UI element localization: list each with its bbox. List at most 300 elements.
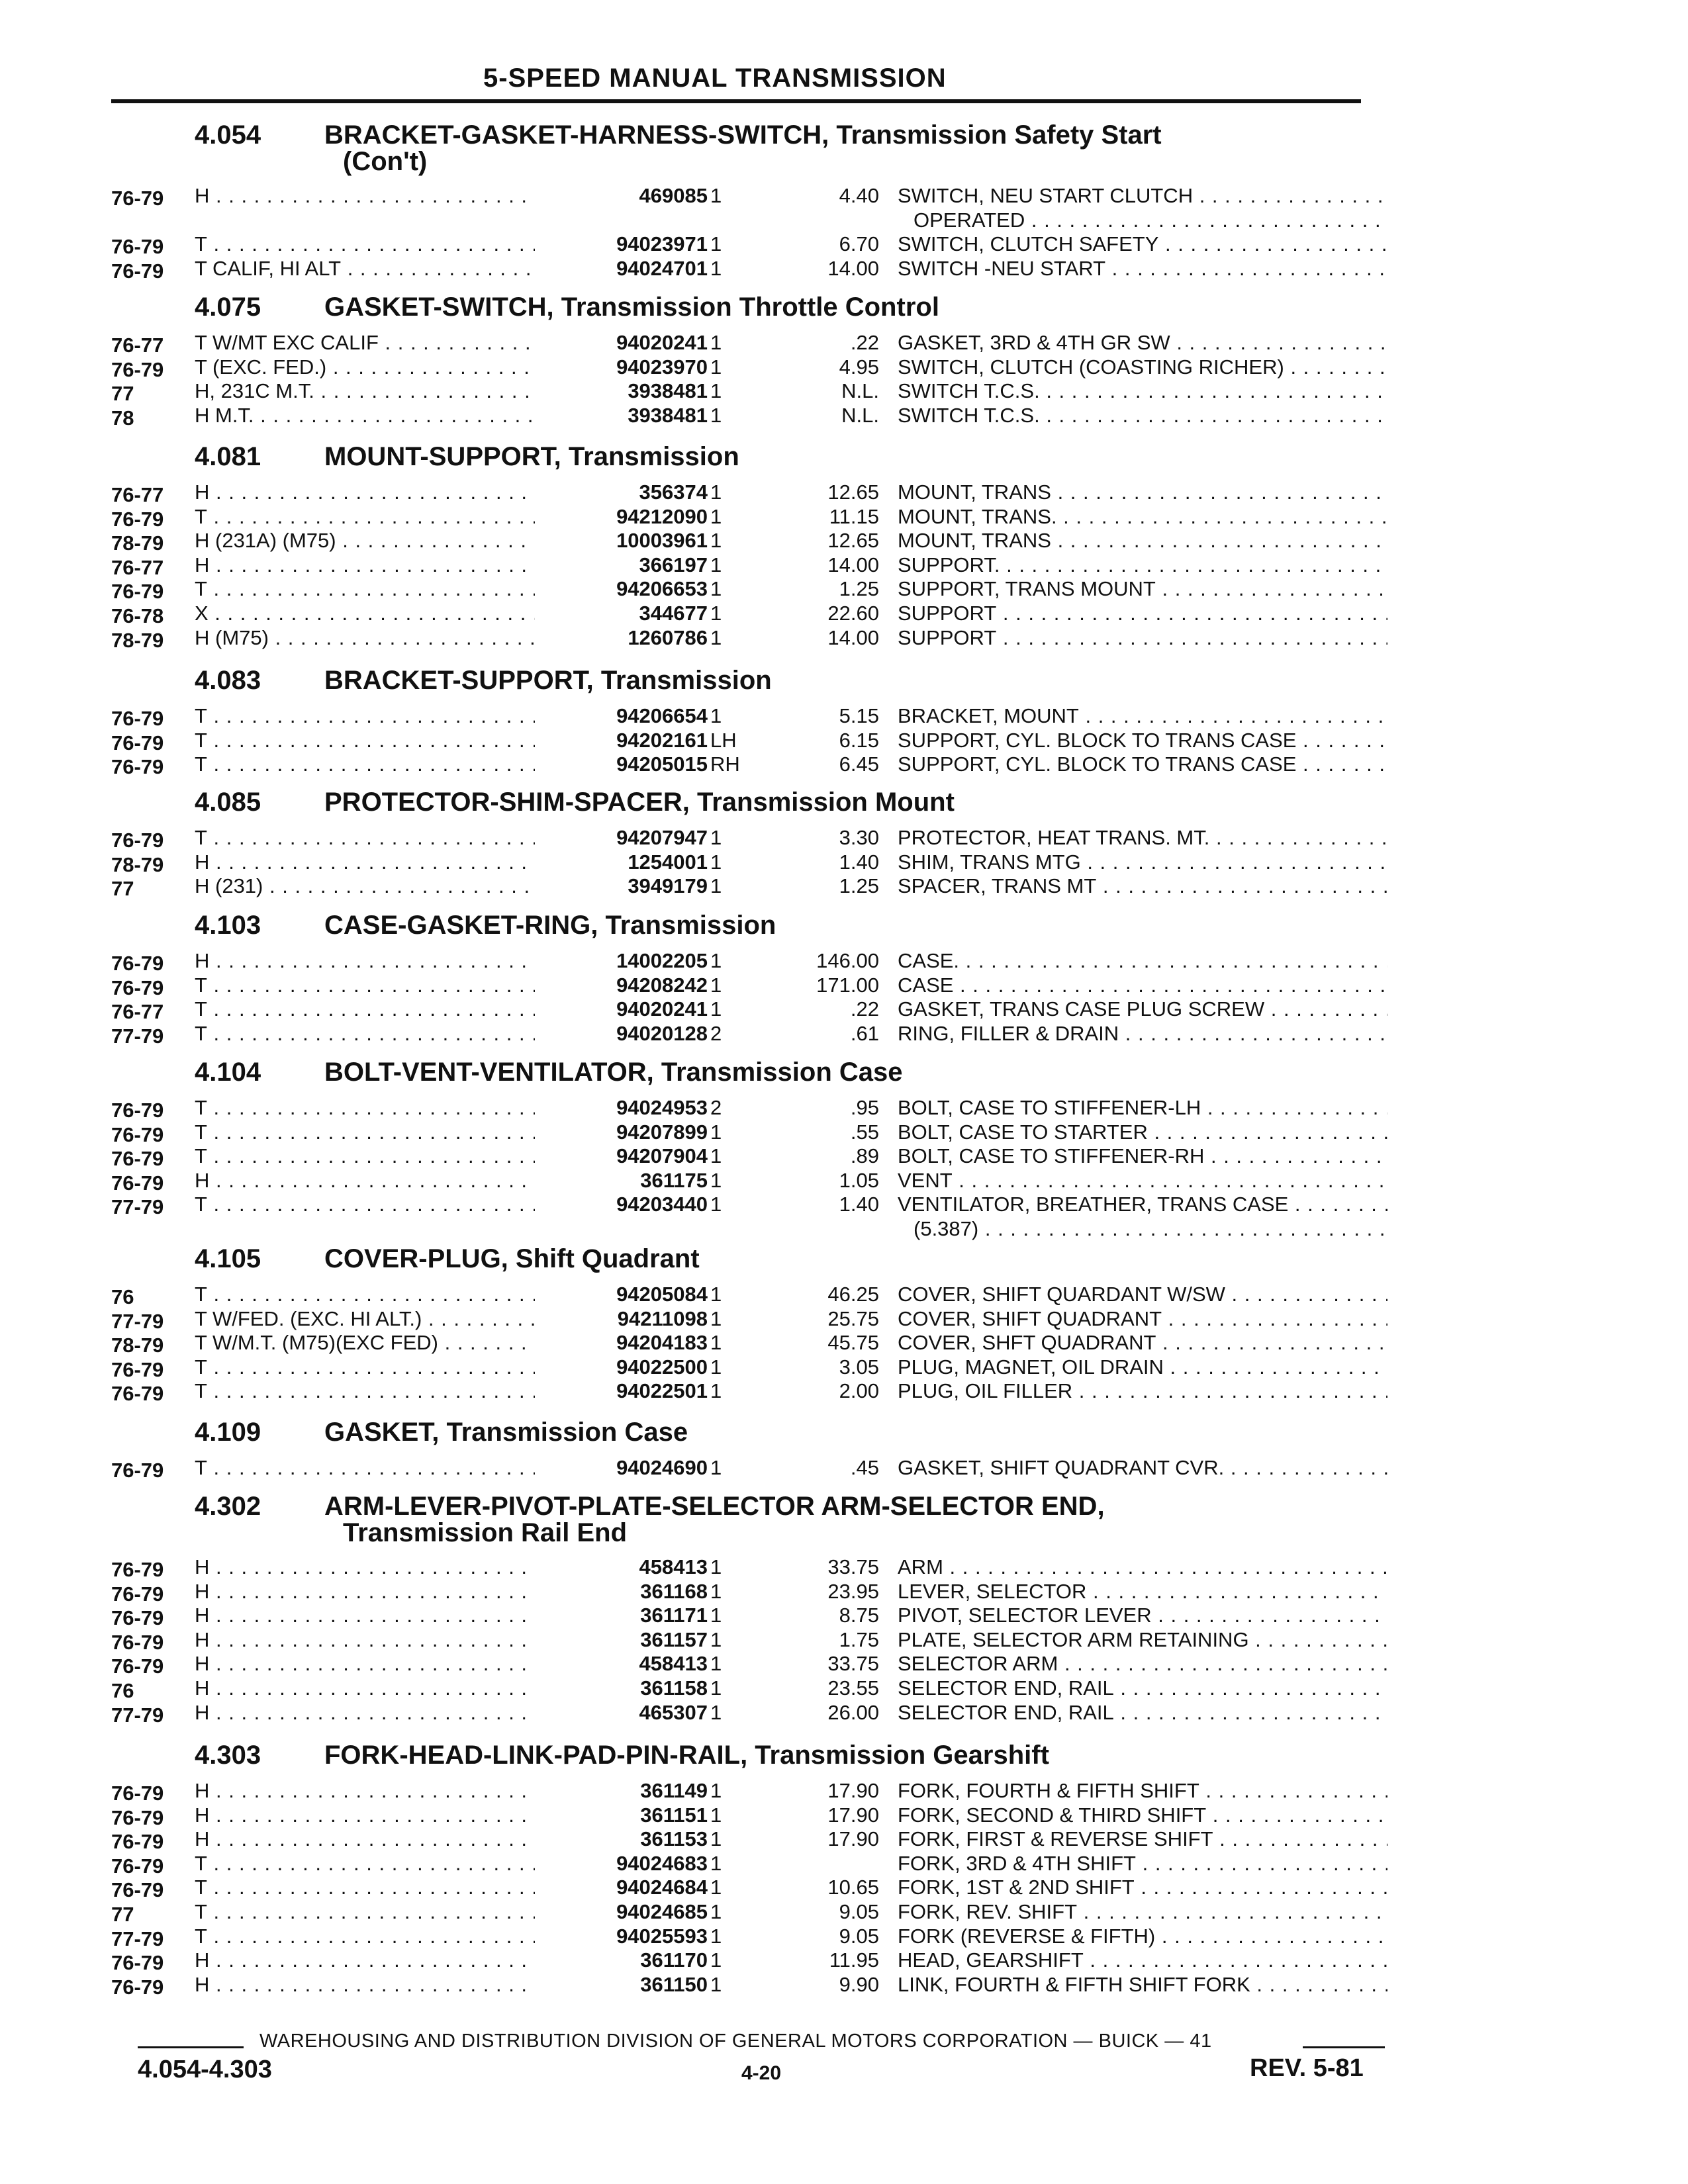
quantity: 2: [710, 1021, 722, 1045]
quantity: RH: [710, 752, 740, 776]
part-number: 361158: [535, 1676, 708, 1700]
catalog-section: [111, 911, 1382, 1046]
price: 3.30: [839, 826, 879, 849]
quantity: 1: [710, 480, 722, 504]
part-row: [111, 1652, 1382, 1676]
part-description: FORK, 1ST & 2ND SHIFT . . .: [898, 1876, 1387, 1899]
part-row: [111, 184, 1382, 208]
price: N.L.: [841, 403, 879, 427]
part-row-continuation: [111, 1217, 1382, 1242]
part-description: MOUNT, TRANS . . .: [898, 529, 1387, 553]
quantity: 1: [710, 1579, 722, 1603]
part-number: 94206654: [535, 704, 708, 728]
part-description: BOLT, CASE TO STIFFENER-RH . . .: [898, 1144, 1387, 1168]
year-range: 76-79: [111, 976, 164, 999]
part-number: 14002205: [535, 949, 708, 973]
parts-list: [111, 480, 1382, 650]
application: T . . .: [195, 826, 651, 850]
quantity: 1: [710, 1168, 722, 1192]
part-row: [111, 1379, 1382, 1404]
parts-list: [111, 1555, 1382, 1725]
quantity: 1: [710, 850, 722, 874]
application: T . . .: [195, 1193, 651, 1216]
part-number: 94204183: [535, 1331, 708, 1355]
part-row: [111, 577, 1382, 602]
year-range: 76: [111, 1678, 134, 1702]
part-number: 94207899: [535, 1120, 708, 1144]
quantity: 1: [710, 184, 722, 207]
quantity: 1: [710, 601, 722, 625]
price: 9.05: [839, 1899, 879, 1923]
part-row: [111, 729, 1382, 753]
part-description: FORK, FIRST & REVERSE SHIFT . . .: [898, 1827, 1387, 1851]
part-description: CASE . . .: [898, 974, 1387, 997]
part-description: GASKET, SHIFT QUADRANT CVR. . . .: [898, 1456, 1387, 1480]
part-number: 94024701: [535, 257, 708, 281]
part-description: SWITCH, CLUTCH SAFETY . . .: [898, 232, 1387, 256]
part-number: 361168: [535, 1580, 708, 1604]
price: 171.00: [816, 973, 879, 997]
price: N.L.: [841, 379, 879, 403]
part-description: SWITCH, CLUTCH (COASTING RICHER) . . .: [898, 355, 1387, 379]
quantity: 1: [710, 1827, 722, 1851]
part-number: 94023970: [535, 355, 708, 379]
year-range: 77: [111, 877, 134, 901]
section-header: [111, 911, 1382, 941]
application: T . . .: [195, 974, 651, 997]
price: 6.70: [839, 232, 879, 256]
year-range: 76-79: [111, 1147, 164, 1171]
part-row: [111, 1283, 1382, 1307]
application: H (231) . . .: [195, 874, 651, 898]
part-description: PLUG, OIL FILLER . . .: [898, 1379, 1387, 1403]
application: X . . .: [195, 602, 651, 625]
part-description: SHIM, TRANS MTG . . .: [898, 850, 1387, 874]
part-number: 94205084: [535, 1283, 708, 1306]
quantity: 1: [710, 1700, 722, 1724]
year-range: 76-79: [111, 1951, 164, 1975]
year-range: 76-79: [111, 187, 164, 210]
quantity: 1: [710, 973, 722, 997]
section-title: BOLT-VENT-VENTILATOR, Transmission Case: [324, 1058, 903, 1087]
part-row: [111, 1096, 1382, 1120]
year-range: 78-79: [111, 852, 164, 876]
price: 10.65: [827, 1876, 879, 1899]
year-range: 76-79: [111, 707, 164, 730]
year-range: 76-79: [111, 952, 164, 975]
price: 33.75: [827, 1652, 879, 1676]
section-title: COVER-PLUG, Shift Quadrant: [324, 1244, 700, 1273]
quantity: 1: [710, 1652, 722, 1676]
part-row: [111, 1331, 1382, 1355]
price: 17.90: [827, 1779, 879, 1802]
quantity: 1: [710, 874, 722, 898]
application: H . . .: [195, 1779, 651, 1803]
part-number: 94020241: [535, 997, 708, 1021]
price: 45.75: [827, 1331, 879, 1355]
part-description: SWITCH T.C.S. . . .: [898, 379, 1387, 403]
part-number: 1260786: [535, 626, 708, 650]
part-number: 94206653: [535, 577, 708, 601]
price: .89: [850, 1144, 879, 1168]
price: 14.00: [827, 553, 879, 576]
price: 33.75: [827, 1555, 879, 1578]
part-description: MOUNT, TRANS . . .: [898, 480, 1387, 504]
price: 23.55: [827, 1676, 879, 1700]
part-description: SWITCH -NEU START . . .: [898, 257, 1387, 281]
price: .55: [850, 1120, 879, 1144]
application: T . . .: [195, 1876, 651, 1899]
part-row: [111, 1803, 1382, 1828]
price: 17.90: [827, 1827, 879, 1851]
price: 46.25: [827, 1283, 879, 1306]
application: H . . .: [195, 1973, 651, 1997]
part-number: 94207904: [535, 1144, 708, 1168]
price: 1.40: [839, 850, 879, 874]
price: 12.65: [827, 480, 879, 504]
application: T . . .: [195, 577, 651, 601]
application: H . . .: [195, 1652, 651, 1676]
year-range: 77-79: [111, 1195, 164, 1219]
part-row: [111, 602, 1382, 626]
price: 2.00: [839, 1379, 879, 1403]
part-number: 1254001: [535, 850, 708, 874]
application: T W/M.T. (M75)(EXC FED) . . .: [195, 1331, 651, 1355]
quantity: 1: [710, 1803, 722, 1827]
section-number: 4.085: [195, 788, 261, 817]
quantity: 1: [710, 553, 722, 576]
application: T . . .: [195, 1283, 651, 1306]
quantity: 1: [710, 1779, 722, 1802]
part-row: [111, 1555, 1382, 1580]
part-description: FORK (REVERSE & FIFTH) . . .: [898, 1925, 1387, 1948]
quantity: 1: [710, 1193, 722, 1216]
application: T . . .: [195, 1096, 651, 1120]
part-number: 366197: [535, 553, 708, 577]
part-number: 361171: [535, 1604, 708, 1627]
price: 1.25: [839, 577, 879, 601]
year-range: 76-77: [111, 1000, 164, 1024]
year-range: 76: [111, 1285, 134, 1308]
application: H . . .: [195, 1628, 651, 1652]
year-range: 76-79: [111, 1655, 164, 1678]
parts-list: [111, 184, 1382, 281]
year-range: 77-79: [111, 1309, 164, 1333]
part-description: SUPPORT, CYL. BLOCK TO TRANS CASE . . .: [898, 729, 1387, 752]
quantity: 1: [710, 1120, 722, 1144]
part-number: 361170: [535, 1948, 708, 1972]
section-title: MOUNT-SUPPORT, Transmission: [324, 442, 739, 471]
year-range: 76-79: [111, 1099, 164, 1122]
quantity: 1: [710, 232, 722, 256]
section-title: CASE-GASKET-RING, Transmission: [324, 911, 776, 940]
application: T . . .: [195, 1456, 651, 1480]
part-row: [111, 1120, 1382, 1145]
part-row: [111, 1456, 1382, 1480]
application: T . . .: [195, 729, 651, 752]
part-row-continuation: [111, 208, 1382, 233]
part-number: 94205015: [535, 752, 708, 776]
year-range: 76-79: [111, 507, 164, 531]
footer-page-number: 4-20: [741, 2062, 782, 2084]
quantity: 1: [710, 1876, 722, 1899]
quantity: 1: [710, 331, 722, 354]
part-row: [111, 1876, 1382, 1900]
catalog-section: [111, 120, 1382, 281]
section-title-continued: (Con't): [343, 147, 428, 176]
application: H . . .: [195, 1827, 651, 1851]
quantity: 1: [710, 1331, 722, 1355]
application: H . . .: [195, 1169, 651, 1193]
part-number: 94025593: [535, 1925, 708, 1948]
year-range: 78-79: [111, 628, 164, 652]
section-number: 4.105: [195, 1244, 261, 1273]
section-header: [111, 442, 1382, 473]
application: T . . .: [195, 1925, 651, 1948]
price: 14.00: [827, 256, 879, 280]
application: H . . .: [195, 1803, 651, 1827]
part-number: 361149: [535, 1779, 708, 1803]
part-row: [111, 850, 1382, 875]
part-description: GASKET, TRANS CASE PLUG SCREW . . .: [898, 997, 1387, 1021]
application: H . . .: [195, 850, 651, 874]
price: 22.60: [827, 601, 879, 625]
application: T . . .: [195, 997, 651, 1021]
part-row: [111, 1355, 1382, 1380]
year-range: 76-79: [111, 1459, 164, 1482]
part-number: 344677: [535, 602, 708, 625]
part-description: LINK, FOURTH & FIFTH SHIFT FORK . . .: [898, 1973, 1387, 1997]
catalog-section: [111, 1244, 1382, 1404]
part-row: [111, 529, 1382, 553]
year-range: 76-79: [111, 1122, 164, 1146]
quantity: 1: [710, 256, 722, 280]
section-header: [111, 1058, 1382, 1088]
price: 12.65: [827, 529, 879, 553]
section-number: 4.103: [195, 911, 261, 940]
section-number: 4.075: [195, 293, 261, 322]
part-row: [111, 626, 1382, 651]
price: 6.45: [839, 752, 879, 776]
part-number: 3938481: [535, 404, 708, 428]
application: T . . .: [195, 1355, 651, 1379]
price: 17.90: [827, 1803, 879, 1827]
part-row: [111, 1580, 1382, 1604]
application: H . . .: [195, 1948, 651, 1972]
year-range: 76-79: [111, 1606, 164, 1630]
price: .95: [850, 1096, 879, 1119]
part-row: [111, 505, 1382, 529]
part-description: SELECTOR END, RAIL . . .: [898, 1676, 1387, 1700]
part-number: 94023971: [535, 232, 708, 256]
part-row: [111, 974, 1382, 998]
part-row: [111, 1827, 1382, 1852]
part-description: PIVOT, SELECTOR LEVER . . .: [898, 1604, 1387, 1627]
part-description: SUPPORT. . . .: [898, 553, 1387, 577]
part-number: 94207947: [535, 826, 708, 850]
year-range: 77: [111, 382, 134, 406]
part-row: [111, 1779, 1382, 1803]
part-row: [111, 1169, 1382, 1193]
year-range: 76-79: [111, 1630, 164, 1654]
parts-list: [111, 1096, 1382, 1242]
quantity: 1: [710, 1948, 722, 1972]
catalog-section: [111, 666, 1382, 777]
quantity: 1: [710, 997, 722, 1021]
part-description: PLUG, MAGNET, OIL DRAIN . . .: [898, 1355, 1387, 1379]
price: 9.05: [839, 1924, 879, 1948]
quantity: 1: [710, 1283, 722, 1306]
price: 3.05: [839, 1355, 879, 1379]
quantity: 1: [710, 379, 722, 403]
part-description: FORK, REV. SHIFT . . .: [898, 1900, 1387, 1924]
part-row: [111, 874, 1382, 899]
parts-list: [111, 704, 1382, 777]
price: 1.75: [839, 1627, 879, 1651]
parts-list: [111, 1283, 1382, 1404]
application: T . . .: [195, 1144, 651, 1168]
part-description: SELECTOR ARM . . .: [898, 1652, 1387, 1676]
quantity: 1: [710, 1555, 722, 1578]
footer-rule-right: [1303, 2046, 1385, 2048]
quantity: 1: [710, 529, 722, 553]
application: H, 231C M.T. . . .: [195, 379, 651, 403]
quantity: 1: [710, 355, 722, 379]
section-number: 4.081: [195, 442, 261, 471]
part-row: [111, 232, 1382, 257]
year-range: 76-79: [111, 1878, 164, 1902]
section-title: FORK-HEAD-LINK-PAD-PIN-RAIL, Transmission Gearshift: [324, 1741, 1049, 1770]
part-number: 94202161: [535, 729, 708, 752]
section-header: [111, 1741, 1382, 1771]
part-row: [111, 331, 1382, 355]
price: 26.00: [827, 1700, 879, 1724]
year-range: 78-79: [111, 531, 164, 555]
section-title: GASKET, Transmission Case: [324, 1418, 688, 1447]
part-number: 469085: [535, 184, 708, 208]
quantity: 1: [710, 1456, 722, 1479]
part-number: 356374: [535, 480, 708, 504]
part-description: SPACER, TRANS MT . . .: [898, 874, 1387, 898]
year-range: 76-77: [111, 555, 164, 579]
part-description: FORK, 3RD & 4TH SHIFT . . .: [898, 1852, 1387, 1876]
part-number: 94020241: [535, 331, 708, 355]
year-range: 76-77: [111, 334, 164, 357]
quantity: 1: [710, 1899, 722, 1923]
section-number: 4.083: [195, 666, 261, 695]
quantity: 1: [710, 826, 722, 849]
part-number: 94020128: [535, 1022, 708, 1046]
quantity: 1: [710, 577, 722, 601]
part-description: SUPPORT . . .: [898, 602, 1387, 625]
part-number: 94024684: [535, 1876, 708, 1899]
section-title: BRACKET-GASKET-HARNESS-SWITCH, Transmission Safety Start: [324, 120, 1162, 150]
year-range: 77-79: [111, 1927, 164, 1950]
part-description: SWITCH T.C.S. . . .: [898, 404, 1387, 428]
part-description: SWITCH, NEU START CLUTCH . . .: [898, 184, 1387, 208]
part-row: [111, 949, 1382, 974]
part-number: 94024953: [535, 1096, 708, 1120]
section-header: [111, 1418, 1382, 1448]
year-range: 76-79: [111, 259, 164, 283]
part-number: 3949179: [535, 874, 708, 898]
application: H (231A) (M75) . . .: [195, 529, 651, 553]
parts-list: [111, 949, 1382, 1046]
price: 9.90: [839, 1972, 879, 1996]
catalog-section: [111, 1492, 1382, 1725]
quantity: 1: [710, 1144, 722, 1168]
part-number: 465307: [535, 1701, 708, 1725]
section-title-continued: Transmission Rail End: [343, 1518, 628, 1547]
application: T (EXC. FED.) . . .: [195, 355, 651, 379]
price: 1.25: [839, 874, 879, 898]
part-description: GASKET, 3RD & 4TH GR SW . . .: [898, 331, 1387, 355]
part-description: MOUNT, TRANS. . . .: [898, 505, 1387, 529]
application: T . . .: [195, 1852, 651, 1876]
footer-revision: REV. 5-81: [1250, 2054, 1364, 2082]
price: .22: [850, 331, 879, 354]
application: T . . .: [195, 1120, 651, 1144]
part-number: 361175: [535, 1169, 708, 1193]
price: 23.95: [827, 1579, 879, 1603]
part-row: [111, 1604, 1382, 1628]
year-range: 76-78: [111, 604, 164, 627]
part-row: [111, 752, 1382, 777]
part-row: [111, 257, 1382, 281]
part-number: 94022500: [535, 1355, 708, 1379]
catalog-section: [111, 1741, 1382, 1997]
application: H . . .: [195, 1676, 651, 1700]
year-range: 76-79: [111, 1171, 164, 1195]
part-description-continued: OPERATED . . .: [914, 208, 1387, 232]
part-number: 10003961: [535, 529, 708, 553]
section-title: ARM-LEVER-PIVOT-PLATE-SELECTOR ARM-SELECTOR END,: [324, 1492, 1105, 1521]
catalog-section: [111, 442, 1382, 650]
part-description: VENT . . .: [898, 1169, 1387, 1193]
year-range: 76-79: [111, 1805, 164, 1829]
part-number: 94022501: [535, 1379, 708, 1403]
year-range: 76-79: [111, 755, 164, 779]
application: T . . .: [195, 505, 651, 529]
year-range: 76-79: [111, 1357, 164, 1381]
part-description: BOLT, CASE TO STARTER . . .: [898, 1120, 1387, 1144]
quantity: 1: [710, 1306, 722, 1330]
part-row: [111, 1307, 1382, 1332]
part-description: VENTILATOR, BREATHER, TRANS CASE . . .: [898, 1193, 1387, 1216]
section-title: GASKET-SWITCH, Transmission Throttle Control: [324, 293, 939, 322]
footer-rule-left: [138, 2046, 244, 2048]
price: 5.15: [839, 704, 879, 727]
part-description: LEVER, SELECTOR . . .: [898, 1580, 1387, 1604]
part-number: 94203440: [535, 1193, 708, 1216]
application: H . . .: [195, 1604, 651, 1627]
part-description: SUPPORT, CYL. BLOCK TO TRANS CASE . . .: [898, 752, 1387, 776]
part-row: [111, 1925, 1382, 1949]
part-description: HEAD, GEARSHIFT . . .: [898, 1948, 1387, 1972]
part-description: BOLT, CASE TO STIFFENER-LH . . .: [898, 1096, 1387, 1120]
quantity: 1: [710, 1604, 722, 1627]
year-range: 76-79: [111, 731, 164, 754]
year-range: 76-79: [111, 1782, 164, 1805]
part-number: 458413: [535, 1652, 708, 1676]
application: T CALIF, HI ALT . . .: [195, 257, 651, 281]
part-row: [111, 404, 1382, 428]
section-number: 4.109: [195, 1418, 261, 1447]
year-range: 76-79: [111, 1382, 164, 1406]
application: T . . .: [195, 232, 651, 256]
part-row: [111, 826, 1382, 850]
application: H . . .: [195, 949, 651, 973]
